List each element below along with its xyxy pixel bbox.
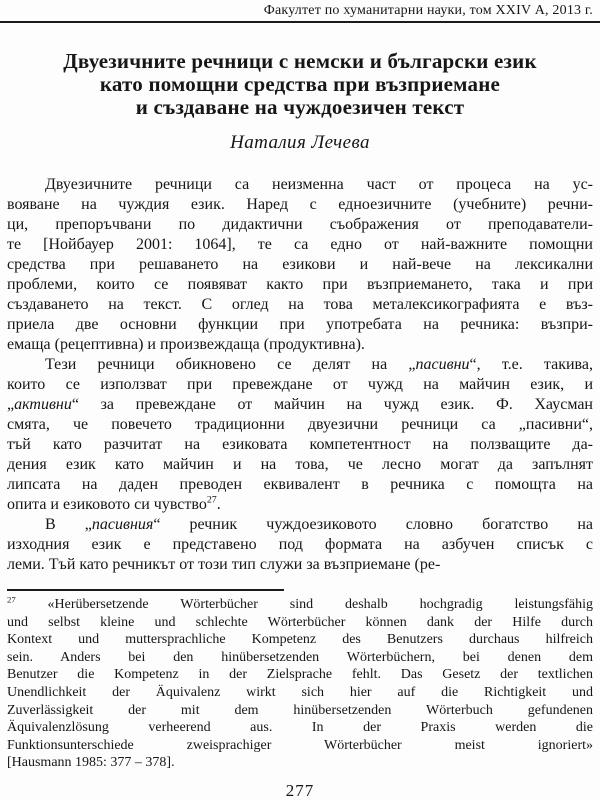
text-line: В „пасивния“ речник чуждоезиковото словно богатство на	[45, 516, 593, 533]
paragraph	[7, 515, 593, 575]
text-line: Двуезичните речници са неизменна част от процеса на ус-	[45, 176, 593, 193]
footnote-text	[7, 596, 593, 772]
text-line: леми. Тъй като речникът от този тип служи за възприемане (ре-	[7, 556, 441, 573]
page-number: 277	[285, 780, 315, 800]
text-line: дения език като майчин и на това, че лесно могат да запълнят	[7, 456, 593, 473]
title-line-2: като помощни средства при възприемане	[99, 72, 501, 96]
text-line: Unendlichkeit der Äquivalenz wirkt sich hier auf die Richtigkeit und	[7, 684, 593, 700]
text-line: тъй като разчитат на езиковата компетентност на ползващите да-	[7, 436, 593, 453]
text-line: липсата на даден преводен еквивалент в речника с помощта на	[7, 476, 593, 493]
text-line: приела две основни функции при употребата на речника: възпри-	[7, 316, 593, 333]
text-line: sein. Anders bei den hinübersetzenden Wörterbüchern, bei denen dem	[7, 649, 593, 665]
text-line: проблеми, които се появяват както при възприемането, така и при	[7, 276, 593, 293]
text-line: изходния език е представено под формата на азбучен списък с	[7, 536, 593, 553]
footnote-rule	[7, 589, 284, 591]
text-line: Kontext und muttersprachliche Kompetenz des Benutzers durchaus hilfreich	[7, 632, 593, 648]
text-line: средства при решаването на езикови и най-вече на лексикални	[7, 256, 593, 273]
text-line: $^{27}$ «Herübersetzende Wörterbücher sind deshalb hochgradig leistungsfähig	[7, 594, 593, 612]
text-line: емаща (рецептивна) и произвеждаща (продуктивна).	[7, 336, 365, 353]
title-line-1: Двуезичните речници с немски и български език	[63, 49, 537, 73]
text-line: вояване на чуждия език. Наред с едноезичните (учебните) речни-	[7, 196, 593, 213]
text-line: ци, препоръчвани по дидактични съображения от преподаватели-	[7, 216, 593, 233]
paragraph	[7, 175, 593, 355]
article-title	[7, 50, 593, 119]
text-line: те [Нойбауер 2001: 1064], те са едно от най-важните помощни	[7, 236, 593, 253]
text-line: Benutzer die Kompetenz in der Zielsprache fehlt. Das Gesetz der textlichen	[7, 667, 593, 683]
text-line: които се използват при превеждане от чужд на майчин език, и	[7, 376, 593, 393]
text-line: „активни“ за превеждане от майчин на чужд език. Ф. Хаусман	[7, 396, 593, 413]
journal-header-line: Факултет по хуманитарни науки, том XXIV А, 2013 г.	[263, 3, 593, 18]
text-line: Zuverlässigkeit der mit dem hinübersetzenden Wörterbuch gefundenen	[7, 702, 593, 718]
title-line-3: и създаване на чуждоезичен текст	[135, 95, 465, 119]
paragraph	[7, 355, 593, 515]
text-line: und selbst kleine und schlechte Wörterbücher können dank der Hilfe durch	[7, 614, 593, 630]
text-line: създаването на текст. С оглед на това металексикографията е въз-	[7, 296, 593, 313]
text-line: Тези речници обикновено се делят на „пасивни“, т.е. такива,	[45, 356, 594, 373]
text-line: Funktionsunterschiede zweisprachiger Wörterbücher meist ignoriert»	[7, 737, 593, 753]
paragraph	[7, 596, 593, 772]
text-line: [Hausmann 1985: 377 – 378].	[7, 755, 175, 771]
text-line: смята, че повечето традиционни двуезични речници са „пасивни“,	[7, 416, 593, 433]
text-line: Äquivalenzlösung verheerend aus. In der Praxis werden die	[7, 720, 593, 736]
text-line: опита и езиковото си чувство$^{27}$.	[7, 494, 221, 513]
author-name: Наталия Лечева	[230, 132, 370, 153]
body-text	[7, 175, 593, 575]
header-rule	[0, 21, 600, 23]
